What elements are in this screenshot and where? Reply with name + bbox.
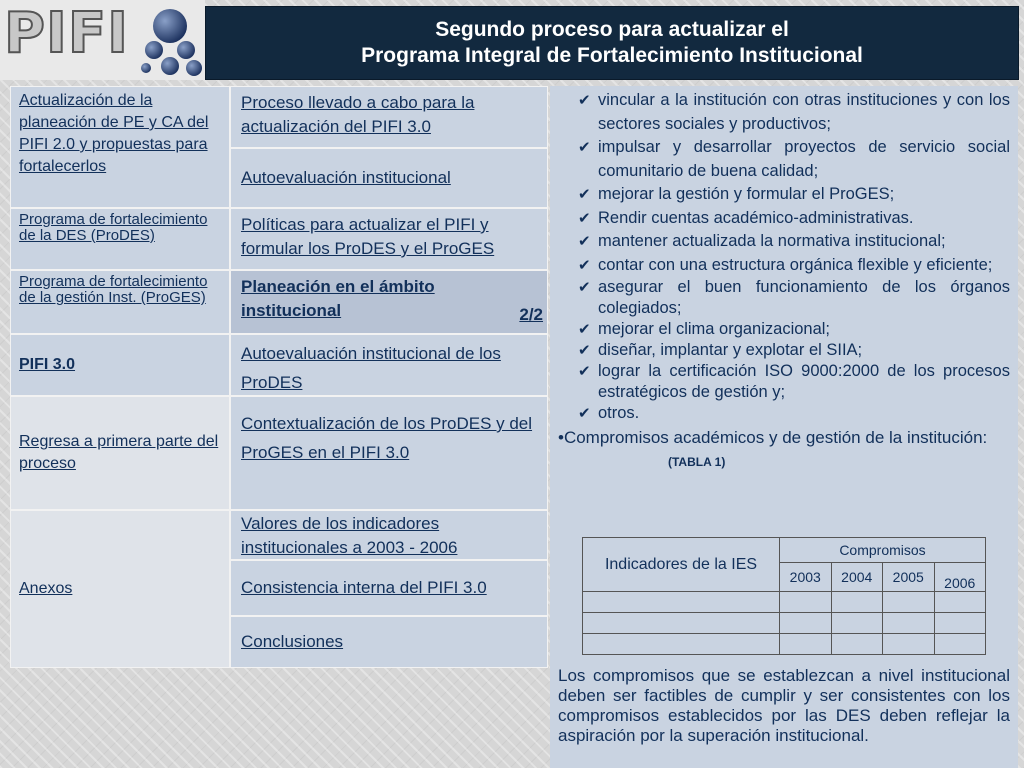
pifi-logo xyxy=(0,0,205,80)
page-indicator: 2/2 xyxy=(519,305,543,324)
year-cell: 2003 xyxy=(780,563,832,592)
list-item: ✔ mantener actualizada la normativa institucional; xyxy=(578,230,1010,254)
commitments-table xyxy=(582,537,986,655)
content-panel xyxy=(550,86,1018,768)
nav-right-politicas[interactable]: Políticas para actualizar el PIFI y formular los ProDES y el ProGES xyxy=(230,208,548,270)
table-row xyxy=(583,592,986,613)
list-item: ✔ mejorar la gestión y formular el ProGES; xyxy=(578,183,1010,207)
checkmark-icon: ✔ xyxy=(578,186,591,203)
checkmark-icon: ✔ xyxy=(578,139,591,156)
table-row xyxy=(583,634,986,655)
list-item: ✔ mejorar el clima organizacional; xyxy=(578,320,831,338)
checkmark-icon: ✔ xyxy=(578,363,591,380)
list-item: ✔ impulsar y desarrollar proyectos de servicio social comunitario de buena calidad; xyxy=(578,138,1010,180)
nav-left-regresa[interactable]: Regresa a primera parte del proceso xyxy=(10,396,230,510)
page-header xyxy=(205,6,1019,80)
logo-dots-icon xyxy=(140,6,205,78)
list-item: ✔ Rendir cuentas académico-administrativas. xyxy=(578,207,1010,231)
year-cell: 2005 xyxy=(883,563,935,592)
list-item: ✔ vincular a la institución con otras instituciones y con los sectores sociales y productivos; xyxy=(578,91,1010,133)
header-line2: Programa Integral de Fortalecimiento Institucional xyxy=(361,44,863,67)
tabla-label: (TABLA 1) xyxy=(668,455,726,469)
year-cell: 2006 xyxy=(934,563,986,592)
checkmark-icon: ✔ xyxy=(578,405,591,422)
checkmark-icon: ✔ xyxy=(578,233,591,250)
nav-right-proceso[interactable]: Proceso llevado a cabo para la actualización del PIFI 3.0 xyxy=(230,86,548,148)
nav-left-anexos[interactable]: Anexos xyxy=(10,510,230,668)
nav-left-pifi30[interactable]: PIFI 3.0 xyxy=(10,334,230,396)
logo-text: PIFI xyxy=(4,1,129,66)
checkmark-icon: ✔ xyxy=(578,321,591,338)
nav-right-planeacion[interactable]: Planeación en el ámbito institucional 2/2 xyxy=(230,270,548,334)
commit-header: Compromisos xyxy=(780,538,986,563)
checkmark-icon: ✔ xyxy=(578,92,591,109)
check-list xyxy=(550,86,1018,424)
year-cell: 2004 xyxy=(831,563,883,592)
commitments-text: •Compromisos académicos y de gestión de la institución: (TABLA 1) xyxy=(558,428,988,469)
checkmark-icon: ✔ xyxy=(578,342,591,359)
footer-text: Los compromisos que se establezcan a nivel institucional deben ser factibles de cumplir y ser consistentes con los compromisos establecidos por las DES deben reflejar la aspiración por la superación institucional. xyxy=(558,666,1010,745)
list-item: ✔ asegurar el buen funcionamiento de los órganos colegiados; xyxy=(578,278,1010,317)
indicator-header: Indicadores de la IES xyxy=(583,538,780,592)
nav-right-contextualizacion[interactable]: Contextualización de los ProDES y del ProGES en el PIFI 3.0 xyxy=(230,396,548,510)
nav-right-conclusiones[interactable]: Conclusiones xyxy=(230,616,548,668)
header-line1: Segundo proceso para actualizar el xyxy=(435,18,789,41)
nav-grid xyxy=(10,86,548,668)
nav-left-actualizacion[interactable]: Actualización de la planeación de PE y CA del PIFI 2.0 y propuestas para fortalecerlos xyxy=(10,86,230,208)
nav-left-prodes[interactable]: Programa de fortalecimiento de la DES (ProDES) xyxy=(10,208,230,270)
list-item: ✔ lograr la certificación ISO 9000:2000 de los procesos estratégicos de gestión y; xyxy=(578,362,1010,401)
checkmark-icon: ✔ xyxy=(578,209,591,227)
list-item: ✔ diseñar, implantar y explotar el SIIA; xyxy=(578,341,863,359)
nav-right-autoevaluacion[interactable]: Autoevaluación institucional xyxy=(230,148,548,208)
checkmark-icon: ✔ xyxy=(578,279,591,296)
nav-left-proges[interactable]: Programa de fortalecimiento de la gestión Inst. (ProGES) xyxy=(10,270,230,334)
nav-right-autoevaluacion-prodes[interactable]: Autoevaluación institucional de los ProDES xyxy=(230,334,548,396)
list-item: ✔ otros. xyxy=(578,404,640,422)
table-row xyxy=(583,613,986,634)
nav-right-consistencia[interactable]: Consistencia interna del PIFI 3.0 xyxy=(230,560,548,616)
nav-right-valores[interactable]: Valores de los indicadores institucionales a 2003 - 2006 xyxy=(230,510,548,560)
checkmark-icon: ✔ xyxy=(578,256,591,274)
list-item: ✔ contar con una estructura orgánica flexible y eficiente; xyxy=(578,254,1010,278)
